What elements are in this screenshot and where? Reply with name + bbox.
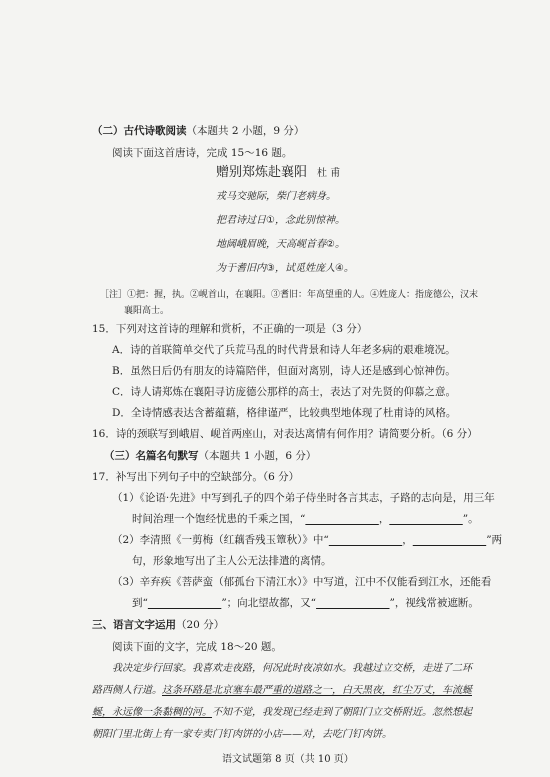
blank-3 <box>329 534 402 546</box>
q17-2-line-b: 句，形象地写出了主人公无法排遣的离情。 <box>132 555 332 567</box>
blank-6 <box>316 597 389 609</box>
part3-heading: 三、语言文字运用 <box>92 619 176 631</box>
poem-line-1: 戎马交驰际，柴门老病身。 <box>216 191 336 202</box>
blank-2 <box>389 513 462 525</box>
section3-title <box>104 449 316 463</box>
blank-4 <box>413 534 486 546</box>
q15-option-c: C．诗人请郑炼在襄阳寻访庞德公那样的高士，表达了对先贤的仰慕之意。 <box>112 386 457 398</box>
q17-1-line-b: 时间治理一个饱经忧患的千乘之国，“ ， ”。 <box>132 513 479 525</box>
question-15: 15．下列对这首诗的理解和赏析，不正确的一项是（3 分） <box>92 323 368 335</box>
question-17: 17．补写出下列句子中的空缺部分。（6 分） <box>92 471 300 483</box>
section2-note: （本题共 2 小题，9 分） <box>186 125 305 137</box>
passage-line-2: 路西侧人行道。这条环路是北京塞车最严重的道路之一，白天黑夜，红尘万丈，车流蜒 <box>92 685 472 696</box>
question-16: 16．诗的颈联写到峨眉、岘首两座山，对表达离情有何作用？请简要分析。（6 分） <box>92 428 478 440</box>
q17-1-line-a: （1）《论语·先进》中写到孔子的四个弟子侍坐时各言其志，子路的志向是，用三年 <box>112 492 495 504</box>
poem-line-3: 地阔峨眉晚，天高岘首春②。 <box>216 239 345 250</box>
blank-5 <box>148 597 221 609</box>
poem-author: 杜 甫 <box>317 168 341 179</box>
section3-note: （本题共 1 小题，6 分） <box>198 450 317 462</box>
section2-heading: （二）古代诗歌阅读 <box>92 125 187 137</box>
footnote-line-1: ［注］①把：握，执。②岘首山，在襄阳。③耆旧：年高望重的人。④姓庞人：指庞德公，汉末 <box>100 290 479 300</box>
part3-note: （20 分） <box>176 619 225 631</box>
passage-line-3: 蜒，永远像一条黏稠的河。不知不觉，我发现已经走到了朝阳门立交桥附近。忽然想起 <box>92 707 472 718</box>
page-footer: 语文试题第 8 页（共 10 页） <box>222 754 354 765</box>
q15-option-a: A．诗的首联简单交代了兵荒马乱的时代背景和诗人年老多病的艰难境况。 <box>112 344 456 356</box>
poem-intro: 阅读下面这首唐诗，完成 15～16 题。 <box>112 147 293 159</box>
poem-title-line <box>216 165 340 182</box>
q15-option-b: B．虽然日后仍有朋友的诗篇陪伴，但面对离别，诗人还是感到心惊神伤。 <box>112 365 456 377</box>
q15-option-d: D．全诗情感表达含蓄蕴藉，格律谨严，比较典型地体现了杜甫诗的风格。 <box>112 407 457 419</box>
section3-heading: （三）名篇名句默写 <box>104 450 199 462</box>
q17-3-line-a: （3）辛弃疾《菩萨蛮（郁孤台下清江水）》中写道，江中不仅能看到江水，还能看 <box>112 576 492 588</box>
poem-title: 赠别郑炼赴襄阳 <box>216 165 308 180</box>
passage-line-1: 我决定步行回家。我喜欢走夜路，何况此时夜凉如水。我越过立交桥，走进了二环 <box>112 663 472 674</box>
q17-3-line-b: 到“ ”；向北望故都，又“ ”，视线常被遮断。 <box>132 597 479 609</box>
passage-underlined-2: 蜒，永远像一条黏稠的河。 <box>92 707 212 718</box>
section2-title <box>92 124 304 138</box>
passage-intro: 阅读下面的文字，完成 18～20 题。 <box>112 641 282 653</box>
part3-title <box>92 618 224 632</box>
blank-1 <box>305 513 378 525</box>
passage-line-4: 朝阳门里北街上有一家专卖门钉肉饼的小店——对，去吃门钉肉饼。 <box>92 729 392 740</box>
poem-line-2: 把君诗过日①，念此别惊神。 <box>216 215 345 226</box>
footnote-line-2: 襄阳高士。 <box>124 306 170 316</box>
passage-underlined-1: 这条环路是北京塞车最严重的道路之一，白天黑夜，红尘万丈，车流蜒 <box>162 685 472 696</box>
poem-line-4: 为于耆旧内③，试觅姓庞人④。 <box>216 263 354 274</box>
q17-2-line-a: （2）李清照《一剪梅（红藕香残玉簟秋）》中“ ， ”两 <box>112 534 503 546</box>
